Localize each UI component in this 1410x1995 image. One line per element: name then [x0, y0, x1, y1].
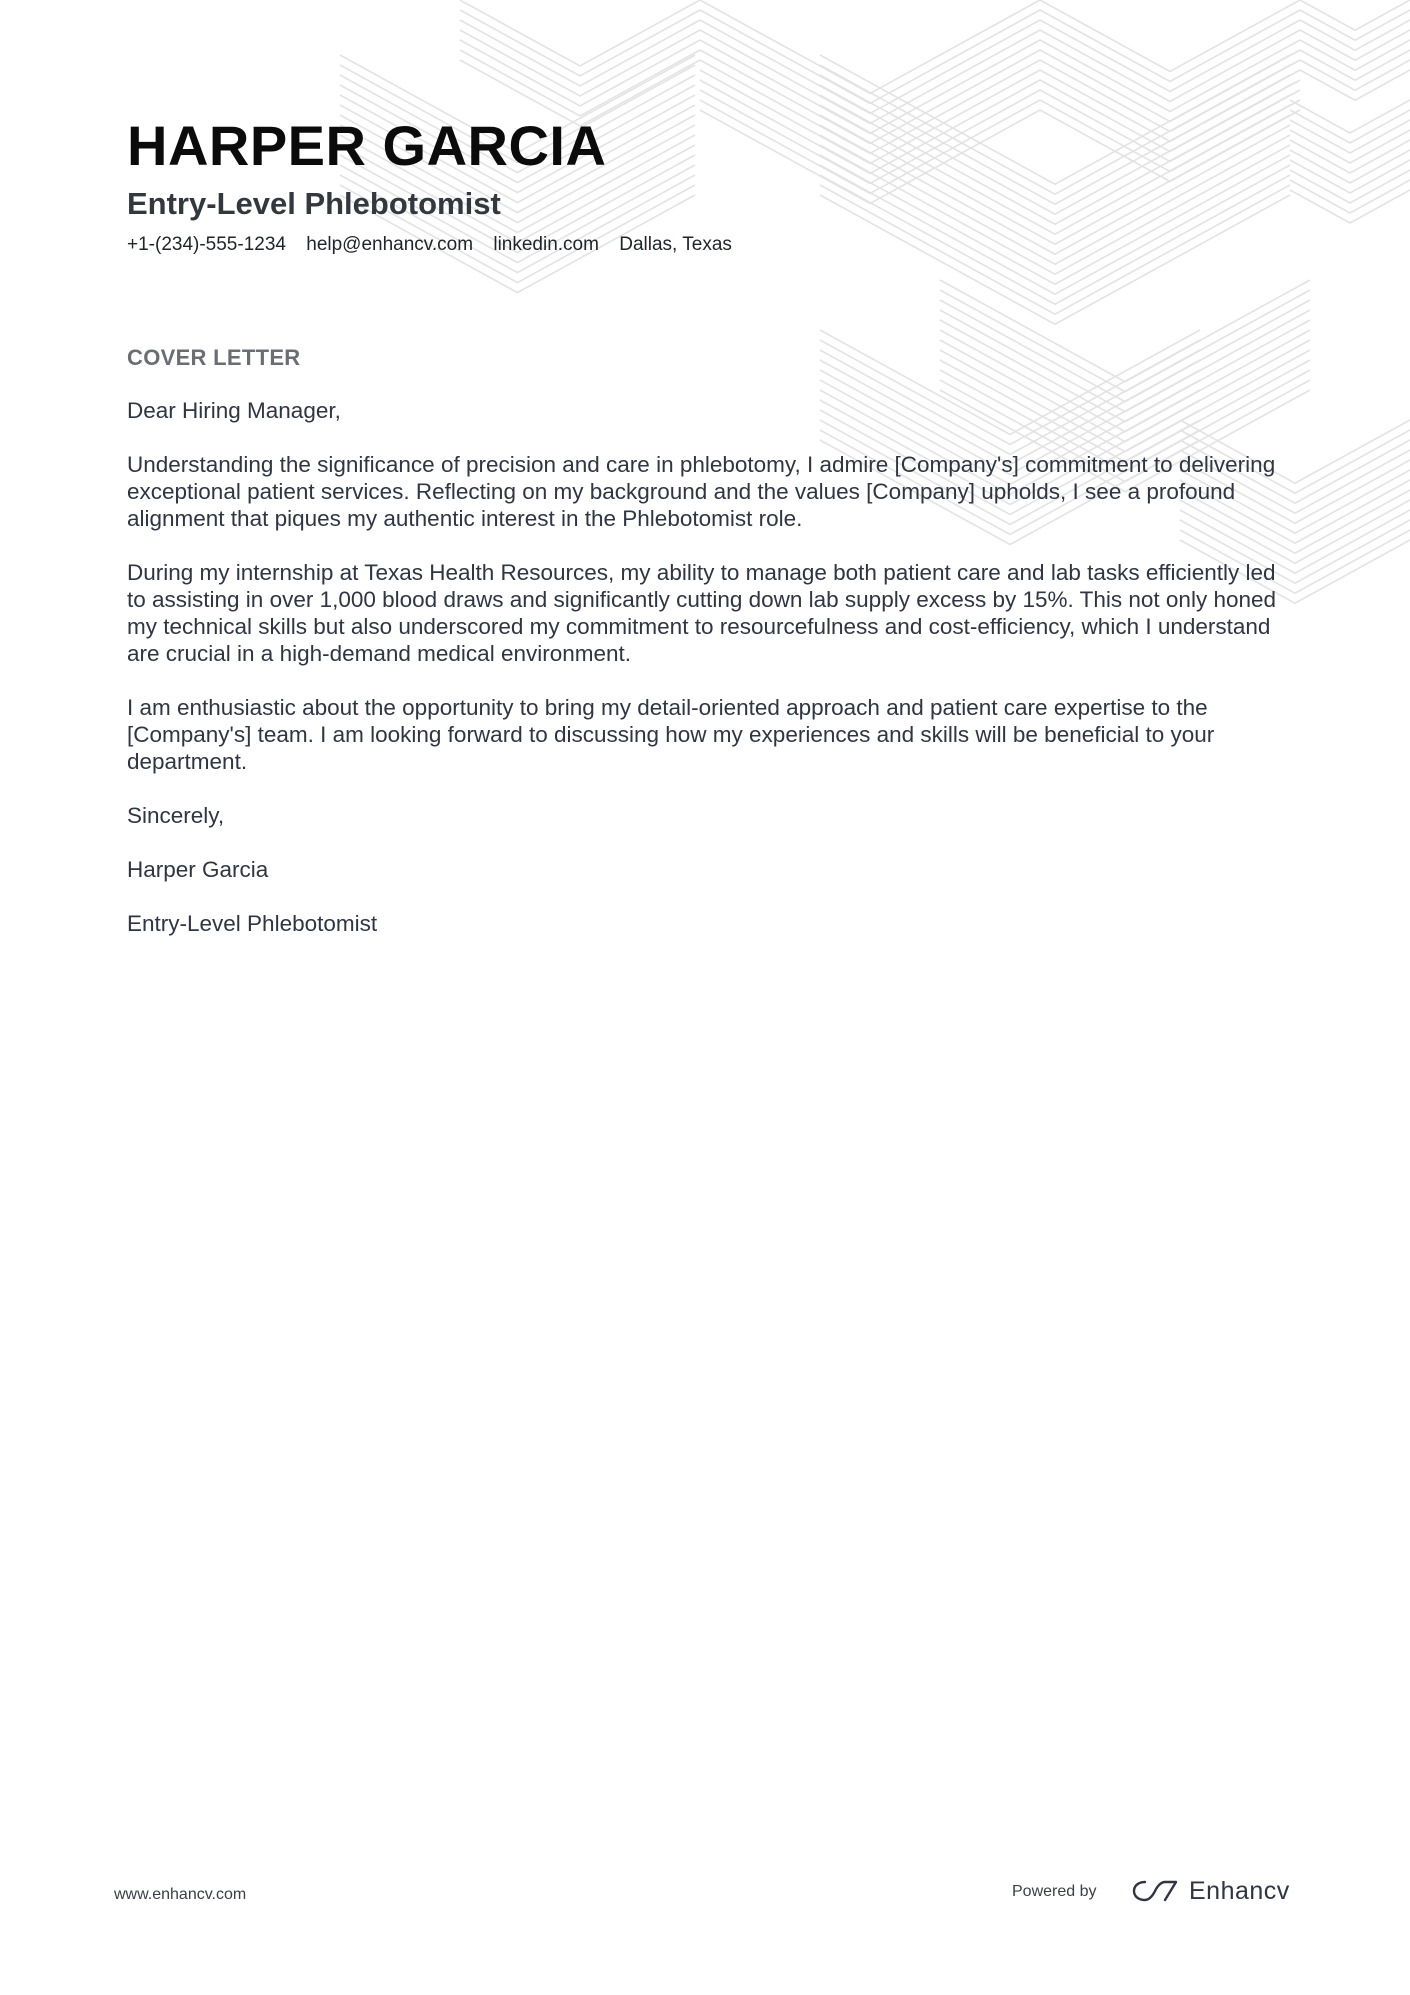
- contact-email[interactable]: help@enhancv.com: [306, 234, 474, 255]
- enhancv-logo-icon: [1131, 1878, 1179, 1904]
- letter-body: [127, 397, 1287, 964]
- footer-website-link[interactable]: www.enhancv.com: [114, 1886, 247, 1903]
- section-heading: COVER LETTER: [127, 345, 301, 370]
- letter-closing: Sincerely,: [127, 803, 225, 828]
- contact-linkedin[interactable]: linkedin.com: [493, 234, 599, 255]
- contact-info: [127, 232, 747, 258]
- letter-paragraph-1: Understanding the significance of precision and care in phlebotomy, I admire [Company's] commitment to delivering exceptional patient services. Reflecting on my background and the values [Company] upholds, I see a profound alignment that piques my authentic interest in the Phlebotomist role.: [127, 452, 1276, 531]
- signature-title: Entry-Level Phlebotomist: [127, 911, 378, 936]
- brand-logo[interactable]: [1131, 1876, 1290, 1906]
- letter-paragraph-3: I am enthusiastic about the opportunity to bring my detail-oriented approach and patient care expertise to the [Company's] team. I am looking forward to discussing how my experiences and skills will be beneficial to your department.: [127, 695, 1215, 774]
- contact-location: Dallas, Texas: [619, 234, 732, 255]
- applicant-job-title: Entry-Level Phlebotomist: [127, 186, 501, 221]
- contact-phone[interactable]: +1-(234)-555-1234: [127, 234, 286, 255]
- powered-by-label: Powered by: [1012, 1883, 1097, 1900]
- applicant-name: HARPER GARCIA: [127, 114, 607, 177]
- brand-name: Enhancv: [1189, 1877, 1290, 1905]
- signature-name: Harper Garcia: [127, 857, 269, 882]
- letter-paragraph-2: During my internship at Texas Health Resources, my ability to manage both patient care and lab tasks efficiently led to assisting in over 1,000 blood draws and significantly cutting down lab supply excess by 15%. This not only honed my technical skills but also underscored my commitment to resourcefulness and cost-efficiency, which I understand are crucial in a high-demand medical environment.: [127, 560, 1277, 666]
- letter-greeting: Dear Hiring Manager,: [127, 398, 341, 423]
